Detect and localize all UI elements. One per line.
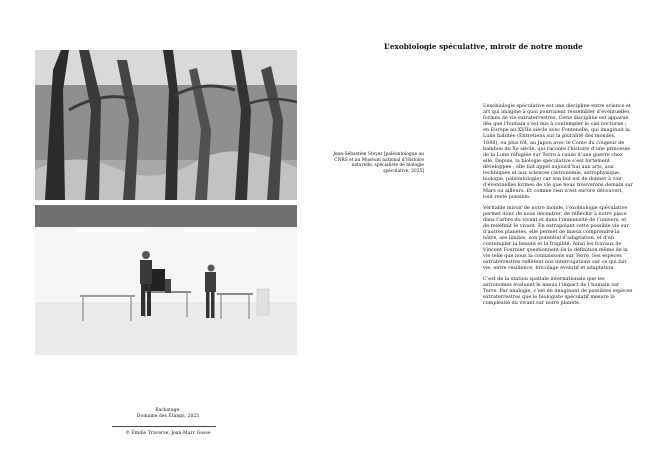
author-caption: Jean-Sébastien Steyer [paléontologue au CNRS et au Muséum national d’Histoire naturelle, spécialiste de biologie spéculative, 2025] [333, 152, 424, 174]
paragraph-1: L’exobiologie spéculative est une discipline entre science et art qui imagine à quoi pourraient ressembler d’éventuelles formes de vie extraterrestres. Cette discipline est apparue dès que l’humain s’est mis à contempler le ciel nocturne ; en Europe au XVIIe siècle avec Fontenelle, qui imaginait la Lune habitée (Entretiens sur la pluralité des mondes, 1686), ou plus tôt, au Japon avec le Conte du coupeur de bambou du Xe siècle, qui raconte l’histoire d’une princesse de la Lune réfugiée sur Terre à cause d’une guerre chez elle. Depuis, la biologie spéculative s’est fortement développée ; elle fait appel aujourd’hui aux arts, aux techniques et aux sciences (astronomie, astrophysique, biologie, paléontologie) car son but est de donner à voir d’éventuelles formes de vie que nous trouverons demain sur Mars ou ailleurs. Et comme rien n’est encore découvert, tout reste possible. [483, 103, 633, 201]
photo-caption-line-2: Domaine des Étangs, 2025 [136, 414, 200, 419]
photo-caption [112, 408, 224, 420]
paragraph-2: Véritable miroir de notre monde, l’exobiologie spéculative permet donc de nous décentrer, de réfléchir à notre place dans l’arbre du vivant et dans l’immensité de l’univers, et de redéfinir le vivant. En extrapolant cette possible vie sur d’autres planètes, elle permet de mieux comprendre la nôtre, ses limites, son potentiel d’adaptation, et d’en contempler la beauté et la fragilité. Ainsi les travaux de Vincent Fournier questionnent-ils la définition même de la vie telle que nous la connaissons sur Terre. Ses espèces extraterrestres reflètent nos interrogations sur ce qui fait vie, entre résilience, bricolage évolutif et adaptation. [483, 204, 629, 272]
caption-divider [112, 426, 216, 427]
studio-photo [35, 205, 297, 355]
photo-caption-line-1: Backstage, [155, 408, 181, 413]
article-body [483, 103, 633, 310]
forest-photo [35, 50, 297, 200]
article-title: L’exobiologie spéculative, miroir de notre monde [384, 42, 583, 51]
paragraph-3: C’est de la station spatiale internationale que les astronomes évaluent le mieux l’impact de l’humain sur Terre. Par analogie, c’est en imaginant de possibles espèces extraterrestres que le biologiste spéculatif mesure la complexité du vivant sur notre planète. [483, 275, 633, 306]
photo-copyright: © Émilie Traverse, Jean-Marc Gosse [125, 431, 211, 436]
